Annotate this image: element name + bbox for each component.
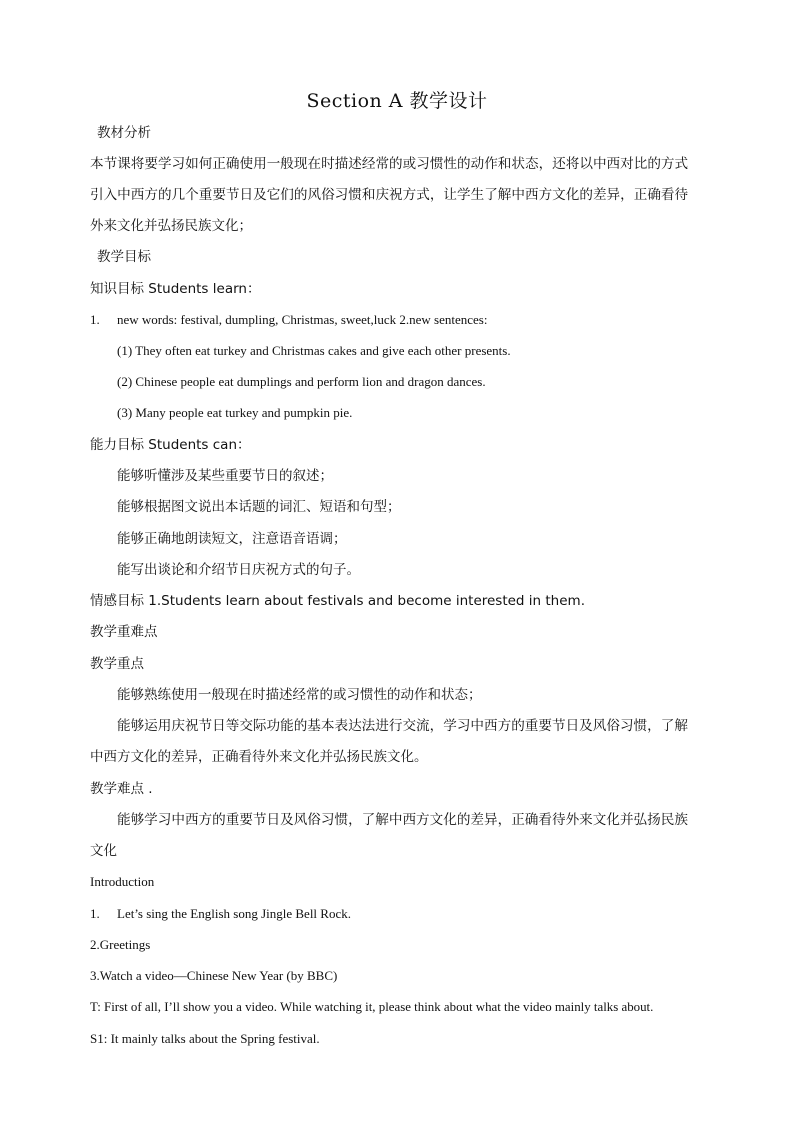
difficult-point-item: 能够学习中西方的重要节日及风俗习惯，了解中西方文化的差异，正确看待外来文化并弘扬民族	[117, 812, 688, 828]
key-point-item: 能够运用庆祝节日等交际功能的基本表达法进行交流，学习中西方的重要节日及风俗习惯，了解	[117, 718, 688, 734]
subheading-ability-goals: 能力目标 Students can：	[90, 437, 251, 453]
key-point-item: 能够熟练使用一般现在时描述经常的或习惯性的动作和状态；	[117, 687, 482, 703]
subheading-key-points: 教学重点	[90, 656, 144, 672]
sentence-item: (2) Chinese people eat dumplings and perform lion and dragon dances.	[117, 374, 486, 389]
paragraph-line: 本节课将要学习如何正确使用一般现在时描述经常的或习惯性的动作和状态，还将以中西对比的方式	[90, 156, 689, 172]
ability-item: 能够听懂涉及某些重要节日的叙述；	[117, 468, 333, 484]
step-item: 2.Greetings	[90, 937, 151, 952]
difficult-point-item-continued: 文化	[90, 843, 117, 859]
step-item: 3.Watch a video—Chinese New Year (by BBC)	[90, 968, 338, 983]
subheading-emotion-goals: 情感目标 1.Students learn about festivals and become interested in them.	[90, 593, 585, 609]
list-item: new words: festival, dumpling, Christmas, sweet,luck 2.new sentences:	[117, 312, 488, 327]
step-item: Let’s sing the English song Jingle Bell Rock.	[117, 906, 351, 921]
ability-item: 能够正确地朗读短文，注意语音语调；	[117, 531, 347, 547]
dialogue-line: T: First of all, I’ll show you a video. While watching it, please think about what the video mainly talks about.	[90, 1000, 654, 1014]
list-number: 1.	[90, 312, 100, 327]
heading-introduction: Introduction	[90, 874, 155, 889]
paragraph-line: 外来文化并弘扬民族文化；	[90, 218, 252, 234]
heading-teaching-goals: 教学目标	[97, 249, 151, 265]
heading-textbook-analysis: 教材分析	[97, 125, 151, 141]
list-number: 1.	[90, 906, 100, 921]
heading-key-difficult-points: 教学重难点	[90, 624, 158, 640]
subheading-difficult-points: 教学难点 .	[90, 781, 153, 797]
sentence-item: (1) They often eat turkey and Christmas cakes and give each other presents.	[117, 343, 511, 358]
document-title: Section A 教学设计	[306, 90, 488, 112]
dialogue-line: S1: It mainly talks about the Spring festival.	[90, 1031, 320, 1046]
ability-item: 能写出谈论和介绍节日庆祝方式的句子。	[117, 562, 360, 578]
subheading-knowledge-goals: 知识目标 Students learn：	[90, 281, 261, 297]
key-point-item-continued: 中西方文化的差异，正确看待外来文化并弘扬民族文化。	[90, 749, 428, 765]
ability-item: 能够根据图文说出本话题的词汇、短语和句型；	[117, 499, 401, 515]
sentence-item: (3) Many people eat turkey and pumpkin pie.	[117, 405, 353, 420]
paragraph-line: 引入中西方的几个重要节日及它们的风俗习惯和庆祝方式，让学生了解中西方文化的差异，正确看待	[90, 187, 689, 203]
